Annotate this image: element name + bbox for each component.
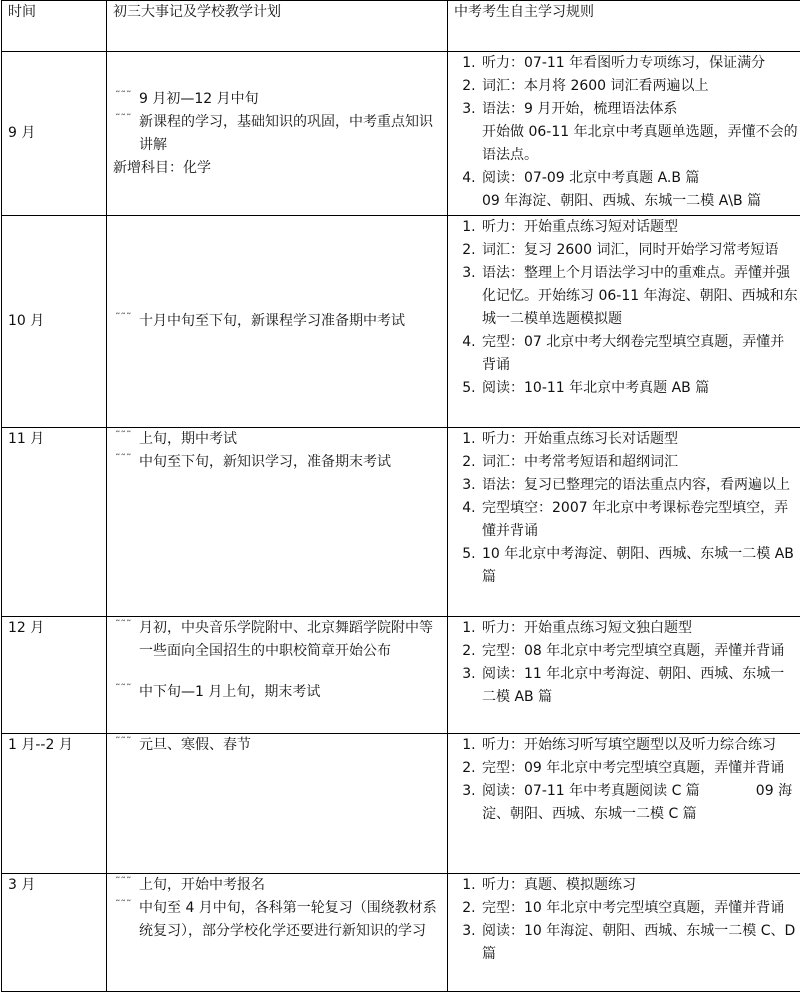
rule-item: 1. 听力：开始重点练习长对话题型 — [480, 428, 798, 451]
bullet-icon: ˜˜˜ — [115, 682, 132, 695]
rule-item: 2. 词汇：复习 2600 词汇，同时开始学习常考短语 — [480, 239, 798, 262]
rules-cell — [448, 52, 800, 216]
header-time: 时间 — [2, 1, 107, 52]
rule-item: 4. 完型填空：2007 年北京中考课标卷完型填空，弄懂并背诵 — [480, 497, 798, 543]
rule-item: 4. 完型：07 北京中考大纲卷完型填空真题，弄懂并背诵 — [480, 331, 798, 377]
rule-item: 3. 语法：整理上个月语法学习中的重难点。弄懂并强化记忆。开始练习 06-11 年海淀、朝阳、西城和东城一二模单选题模拟题 — [480, 262, 798, 331]
table-row — [2, 216, 800, 428]
header-events: 初三大事记及学校教学计划 — [107, 1, 448, 52]
rule-item: 5. 阅读：10-11 年北京中考真题 AB 篇 — [480, 377, 798, 400]
rules-list — [454, 52, 798, 213]
bullet-icon: ˜˜˜ — [115, 875, 132, 888]
events-cell — [107, 428, 448, 617]
bullet-icon: ˜˜˜ — [115, 618, 132, 631]
rule-item: 3. 阅读：07-11 年中考真题阅读 C 篇 09 海淀、朝阳、西城、东城一二模 C 篇 — [480, 780, 798, 826]
rules-list — [454, 617, 798, 709]
rule-item: 3. 语法：复习已整理完的语法重点内容，看两遍以上 — [480, 474, 798, 497]
rule-item: 4. 阅读：07-09 北京中考真题 A.B 篇 09 年海淀、朝阳、西城、东城一二模 A\B 篇 — [480, 167, 798, 213]
rule-item: 1. 听力：07-11 年看图听力专项练习，保证满分 — [480, 52, 798, 75]
month-cell: 11 月 — [2, 428, 107, 617]
study-plan-table — [1, 0, 800, 992]
events-cell — [107, 617, 448, 734]
rules-cell — [448, 428, 800, 617]
month-cell: 10 月 — [2, 216, 107, 428]
bullet-icon: ˜˜˜ — [115, 111, 132, 125]
rule-item: 3. 语法：9 月开始，梳理语法体系 开始做 06-11 年北京中考真题单选题，弄懂不会的语法点。 — [480, 98, 798, 167]
header-rules: 中考考生自主学习规则 — [448, 1, 800, 52]
events-cell — [107, 216, 448, 428]
rules-cell — [448, 874, 800, 992]
rule-item: 1. 听力：开始重点练习短文独白题型 — [480, 617, 798, 640]
event-note: 新增科目：化学 — [113, 159, 211, 176]
month-cell: 9 月 — [2, 52, 107, 216]
rules-cell — [448, 734, 800, 874]
bullet-icon: ˜˜˜ — [115, 429, 132, 442]
table-row — [2, 734, 800, 874]
event-item: ˜˜˜ 中旬至 4 月中旬，各科第一轮复习（围绕教材系统复习），部分学校化学还要进行新知识的学习 — [113, 897, 443, 943]
rule-item: 2. 完型：09 年北京中考完型填空真题，弄懂并背诵 — [480, 757, 798, 780]
bullet-icon: ˜˜˜ — [115, 898, 132, 911]
rules-list — [454, 734, 798, 826]
table-row — [2, 52, 800, 216]
rule-item: 3. 阅读：11 年北京中考海淀、朝阳、西城、东城一二模 AB 篇 — [480, 663, 798, 709]
rules-list — [454, 216, 798, 400]
events-cell — [107, 874, 448, 992]
rule-item: 2. 词汇：中考常考短语和超纲词汇 — [480, 451, 798, 474]
rules-list — [454, 428, 798, 589]
rule-item: 2. 完型：08 年北京中考完型填空真题，弄懂并背诵 — [480, 640, 798, 663]
rule-item: 1. 听力：开始练习听写填空题型以及听力综合练习 — [480, 734, 798, 757]
table-row — [2, 428, 800, 617]
event-item: ˜˜˜ 元旦、寒假、春节 — [113, 734, 443, 757]
event-item: ˜˜˜ 月初，中央音乐学院附中、北京舞蹈学院附中等一些面向全国招生的中职校简章开始公布 — [113, 617, 443, 663]
rule-item: 5. 10 年北京中考海淀、朝阳、西城、东城一二模 AB 篇 — [480, 543, 798, 589]
events-cell — [107, 52, 448, 216]
month-cell: 12 月 — [2, 617, 107, 734]
event-item: ˜˜˜ 中下旬—1 月上旬，期末考试 — [113, 681, 443, 704]
month-cell: 1 月--2 月 — [2, 734, 107, 874]
bullet-icon: ˜˜˜ — [115, 88, 132, 102]
events-cell — [107, 734, 448, 874]
rule-item: 1. 听力：真题、模拟题练习 — [480, 874, 798, 897]
rules-cell — [448, 216, 800, 428]
event-item: ˜˜˜ 新课程的学习，基础知识的巩固，中考重点知识讲解 — [113, 111, 443, 157]
event-item: ˜˜˜ 中旬至下旬，新知识学习，准备期末考试 — [113, 451, 443, 474]
bullet-icon: ˜˜˜ — [115, 311, 132, 324]
event-item: ˜˜˜ 上旬，开始中考报名 — [113, 874, 443, 897]
table-row — [2, 874, 800, 992]
event-item: ˜˜˜ 十月中旬至下旬，新课程学习准备期中考试 — [113, 310, 443, 333]
rules-cell — [448, 617, 800, 734]
event-item: ˜˜˜ 上旬，期中考试 — [113, 428, 443, 451]
rule-item: 2. 词汇：本月将 2600 词汇看两遍以上 — [480, 75, 798, 98]
rule-item: 2. 完型：10 年北京中考完型填空真题，弄懂并背诵 — [480, 897, 798, 920]
rules-list — [454, 874, 798, 966]
rule-item: 1. 听力：开始重点练习短对话题型 — [480, 216, 798, 239]
month-cell: 3 月 — [2, 874, 107, 992]
rule-item: 3. 阅读：10 年海淀、朝阳、西城、东城一二模 C、D 篇 — [480, 920, 798, 966]
event-item: ˜˜˜ 9 月初—12 月中旬 — [113, 88, 443, 111]
table-row — [2, 617, 800, 734]
bullet-icon: ˜˜˜ — [115, 735, 132, 748]
bullet-icon: ˜˜˜ — [115, 452, 132, 465]
header-row — [2, 1, 800, 52]
